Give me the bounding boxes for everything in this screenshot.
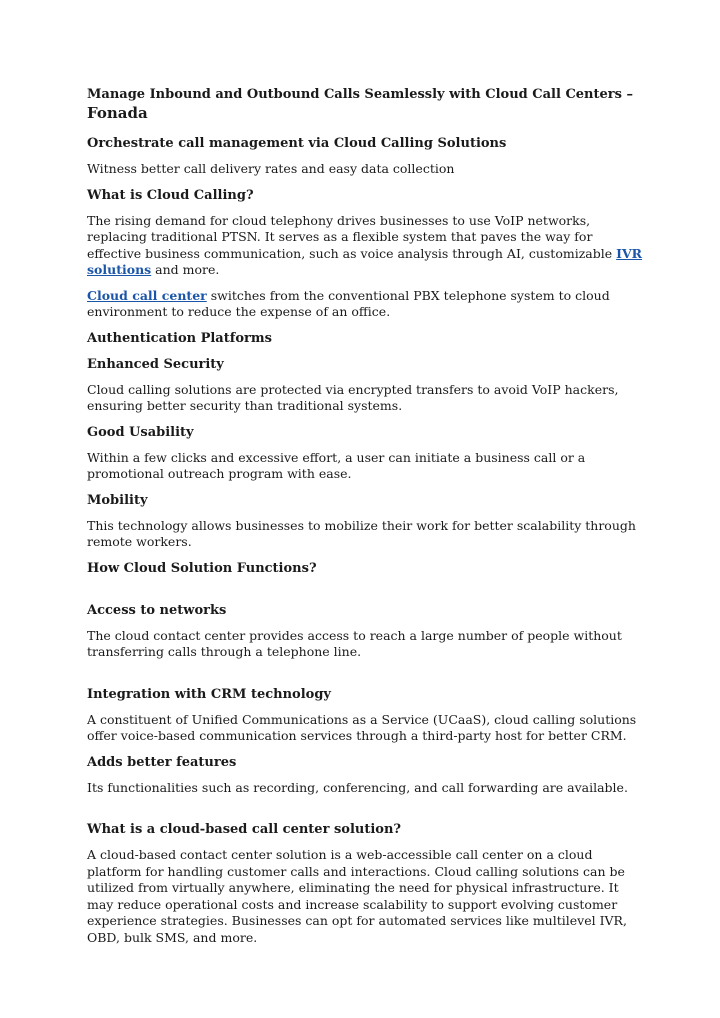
paragraph-rising-demand <box>87 213 647 279</box>
heading-orchestrate: Orchestrate call management via Cloud Calling Solutions <box>87 136 507 151</box>
heading-authentication-platforms: Authentication Platforms <box>87 330 272 346</box>
heading-enhanced-security: Enhanced Security <box>87 356 224 372</box>
heading-good-usability: Good Usability <box>87 424 194 440</box>
spacer <box>87 670 647 686</box>
paragraph-crm: A constituent of Unified Communications as a Service (UCaaS), cloud calling solutions offer voice-based communication services through a third-party host for better CRM. <box>87 711 637 743</box>
title-line-1: Manage Inbound and Outbound Calls Seamlessly with Cloud Call Centers – <box>87 87 633 102</box>
paragraph-features: Its functionalities such as recording, conferencing, and call forwarding are available. <box>87 779 628 795</box>
document-title <box>87 86 647 122</box>
rising-demand-text: The rising demand for cloud telephony drives businesses to use VoIP networks, replacing traditional PTSN. It serves as a flexible system that paves the way for effective business communication, such as voice analysis through AI, customizable <box>87 212 617 261</box>
paragraph-security: Cloud calling solutions are protected via encrypted transfers to avoid VoIP hackers, ensuring better security than traditional systems. <box>87 381 619 413</box>
cloud-call-center-text: switches from the conventional PBX telephone system to cloud environment to reduce the expense of an office. <box>87 287 610 319</box>
paragraph-access: The cloud contact center provides access to reach a large number of people without transferring calls through a telephone line. <box>87 627 622 659</box>
heading-how-cloud-solution-functions: How Cloud Solution Functions? <box>87 560 317 576</box>
heading-crm-integration: Integration with CRM technology <box>87 686 331 702</box>
paragraph-cloud-call-center <box>87 288 647 321</box>
heading-what-is-cloud-based-call-center: What is a cloud-based call center solution? <box>87 822 402 837</box>
heading-adds-better-features: Adds better features <box>87 754 237 770</box>
paragraph-mobility: This technology allows businesses to mobilize their work for better scalability through remote workers. <box>87 517 636 549</box>
title-line-2: Fonada <box>87 104 148 122</box>
paragraph-cloud-based-call-center: A cloud-based contact center solution is a web-accessible call center on a cloud platform for handling customer calls and interactions. Cloud calling solutions can be utilized from virtually anywhere, eliminating the need for physical infrastructure. It may reduce operational costs and increase scalability to support evolving customer experience strategies. Businesses can opt for automated services like multilevel IVR, OBD, bulk SMS, and more. <box>87 847 627 945</box>
heading-mobility: Mobility <box>87 492 148 508</box>
paragraph-usability: Within a few clicks and excessive effort, a user can initiate a business call or a promotional outreach program with ease. <box>87 449 586 481</box>
document-page <box>87 86 647 955</box>
paragraph-witness: Witness better call delivery rates and easy data collection <box>87 161 455 176</box>
cloud-call-center-link[interactable]: Cloud call center <box>87 287 207 303</box>
heading-what-is-cloud-calling: What is Cloud Calling? <box>87 187 254 203</box>
spacer <box>87 805 647 821</box>
rising-demand-tail: and more. <box>151 262 220 277</box>
ivr-solutions-link[interactable]: IVR solutions <box>87 245 643 277</box>
spacer <box>87 586 647 602</box>
heading-access-to-networks: Access to networks <box>87 602 227 618</box>
